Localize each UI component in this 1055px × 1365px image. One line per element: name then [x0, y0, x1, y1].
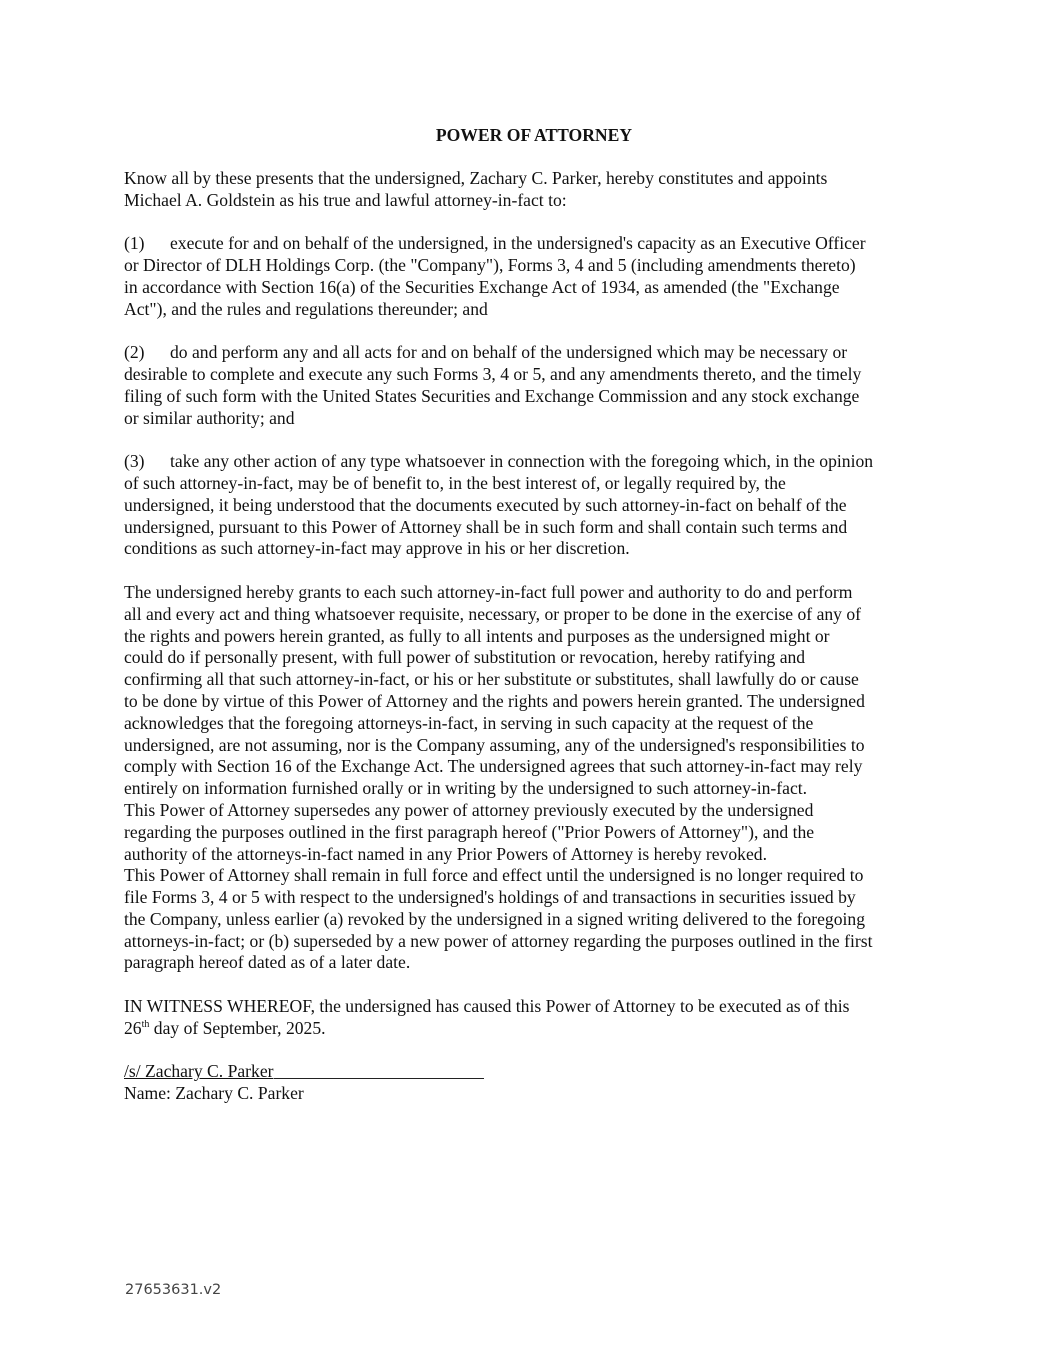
grant-line: attorneys-in-fact; or (b) superseded by a new power of attorney regarding the purposes outlined in the first: [124, 930, 873, 951]
power-item: [124, 233, 944, 320]
grant-line: all and every act and thing whatsoever requisite, necessary, or proper to be done in the exercise of any of: [124, 603, 862, 624]
item-number: (3): [124, 451, 145, 472]
item-text: execute for and on behalf of the undersigned, in the undersigned's capacity as an Executive Officer: [170, 233, 866, 254]
power-item-line: [124, 473, 944, 495]
witness-date-line: [124, 1018, 944, 1040]
item-text: in accordance with Section 16(a) of the Securities Exchange Act of 1934, as amended (the "Exchange: [124, 276, 840, 297]
grant-line: This Power of Attorney supersedes any power of attorney previously executed by the undersigned: [124, 799, 814, 820]
grant-line: acknowledges that the foregoing attorneys-in-fact, in serving in such capacity at the request of the: [124, 712, 814, 733]
intro-line: Michael A. Goldstein as his true and lawful attorney-in-fact to:: [124, 189, 567, 210]
power-item-line: [124, 495, 944, 517]
item-text: of such attorney-in-fact, may be of benefit to, in the best interest of, or legally required by, the: [124, 472, 786, 493]
grant-line: The undersigned hereby grants to each such attorney-in-fact full power and authority to do and perform: [124, 581, 853, 602]
intro-paragraph: [124, 168, 944, 212]
date-text: day of September, 2025.: [149, 1017, 326, 1038]
signature-block: [124, 1061, 944, 1105]
item-number: (2): [124, 342, 145, 363]
grant-line: comply with Section 16 of the Exchange Act. The undersigned agrees that such attorney-in-fact may rely: [124, 756, 863, 777]
power-item-line: [124, 408, 944, 430]
signature: /s/ Zachary C. Parker: [124, 1061, 274, 1082]
power-item-line: [124, 386, 944, 408]
item-text: undersigned, it being understood that the documents executed by such attorney-in-fact on behalf of the: [124, 494, 847, 515]
day-suffix: th: [141, 1018, 150, 1030]
grant-line: could do if personally present, with full power of substitution or revocation, hereby ratifying and: [124, 647, 806, 668]
signature-line: [274, 1061, 484, 1079]
power-item-line: [124, 255, 944, 277]
item-text: do and perform any and all acts for and on behalf of the undersigned which may be necessary or: [170, 342, 848, 363]
power-item-line: [124, 517, 944, 539]
item-text: conditions as such attorney-in-fact may approve in his or her discretion.: [124, 538, 630, 559]
power-item: [124, 342, 944, 429]
grant-line: confirming all that such attorney-in-fact, or his or her substitute or substitutes, shall lawfully do or cause: [124, 669, 859, 690]
grant-line: undersigned, are not assuming, nor is the Company assuming, any of the undersigned's responsibilities to: [124, 734, 865, 755]
item-text: or Director of DLH Holdings Corp. (the "Company"), Forms 3, 4 and 5 (including amendments thereto): [124, 254, 856, 275]
day-number: 26: [124, 1017, 142, 1038]
document-title: POWER OF ATTORNEY: [435, 125, 633, 145]
grant-line: entirely on information furnished orally or in writing by the undersigned to such attorney-in-fact.: [124, 778, 808, 799]
witness-paragraph: [124, 996, 944, 1040]
document-page: [124, 124, 944, 1105]
document-id-footer: 27653631.v2: [125, 1282, 222, 1298]
power-item-line: [124, 299, 944, 321]
power-item-line: [124, 451, 944, 473]
item-number: (1): [124, 233, 145, 254]
power-item-line: [124, 277, 944, 299]
item-text: or similar authority; and: [124, 407, 295, 428]
grant-line: the Company, unless earlier (a) revoked by the undersigned in a signed writing delivered to the foregoing: [124, 908, 865, 929]
grant-line: to be done by virtue of this Power of Attorney and the rights and powers herein granted. The undersigned: [124, 690, 865, 711]
grant-line: authority of the attorneys-in-fact named in any Prior Powers of Attorney is hereby revoked.: [124, 843, 767, 864]
power-item-line: [124, 342, 944, 364]
grant-line: regarding the purposes outlined in the first paragraph hereof ("Prior Powers of Attorney"), and the: [124, 821, 815, 842]
grant-paragraph: [124, 582, 944, 974]
grant-line: paragraph hereof dated as of a later date.: [124, 952, 411, 973]
power-item-line: [124, 538, 944, 560]
powers-list: [124, 233, 944, 582]
grant-line: This Power of Attorney shall remain in full force and effect until the undersigned is no longer required to: [124, 865, 864, 886]
signer-name: Name: Zachary C. Parker: [124, 1083, 304, 1104]
item-text: desirable to complete and execute any such Forms 3, 4 or 5, and any amendments thereto, and the timely: [124, 363, 862, 384]
power-item-line: [124, 233, 944, 255]
power-item-line: [124, 364, 944, 386]
item-text: filing of such form with the United States Securities and Exchange Commission and any stock exchange: [124, 385, 860, 406]
witness-line: IN WITNESS WHEREOF, the undersigned has caused this Power of Attorney to be executed as of this: [124, 996, 850, 1017]
item-text: undersigned, pursuant to this Power of Attorney shall be in such form and shall contain such terms and: [124, 516, 848, 537]
item-text: Act"), and the rules and regulations thereunder; and: [124, 298, 488, 319]
power-item: [124, 451, 944, 560]
grant-line: file Forms 3, 4 or 5 with respect to the undersigned's holdings of and transactions in securities issued by: [124, 887, 856, 908]
intro-line: Know all by these presents that the undersigned, Zachary C. Parker, hereby constitutes and appoints: [124, 167, 828, 188]
item-text: take any other action of any type whatsoever in connection with the foregoing which, in the opinion: [170, 451, 874, 472]
grant-line: the rights and powers herein granted, as fully to all intents and purposes as the undersigned might or: [124, 625, 830, 646]
